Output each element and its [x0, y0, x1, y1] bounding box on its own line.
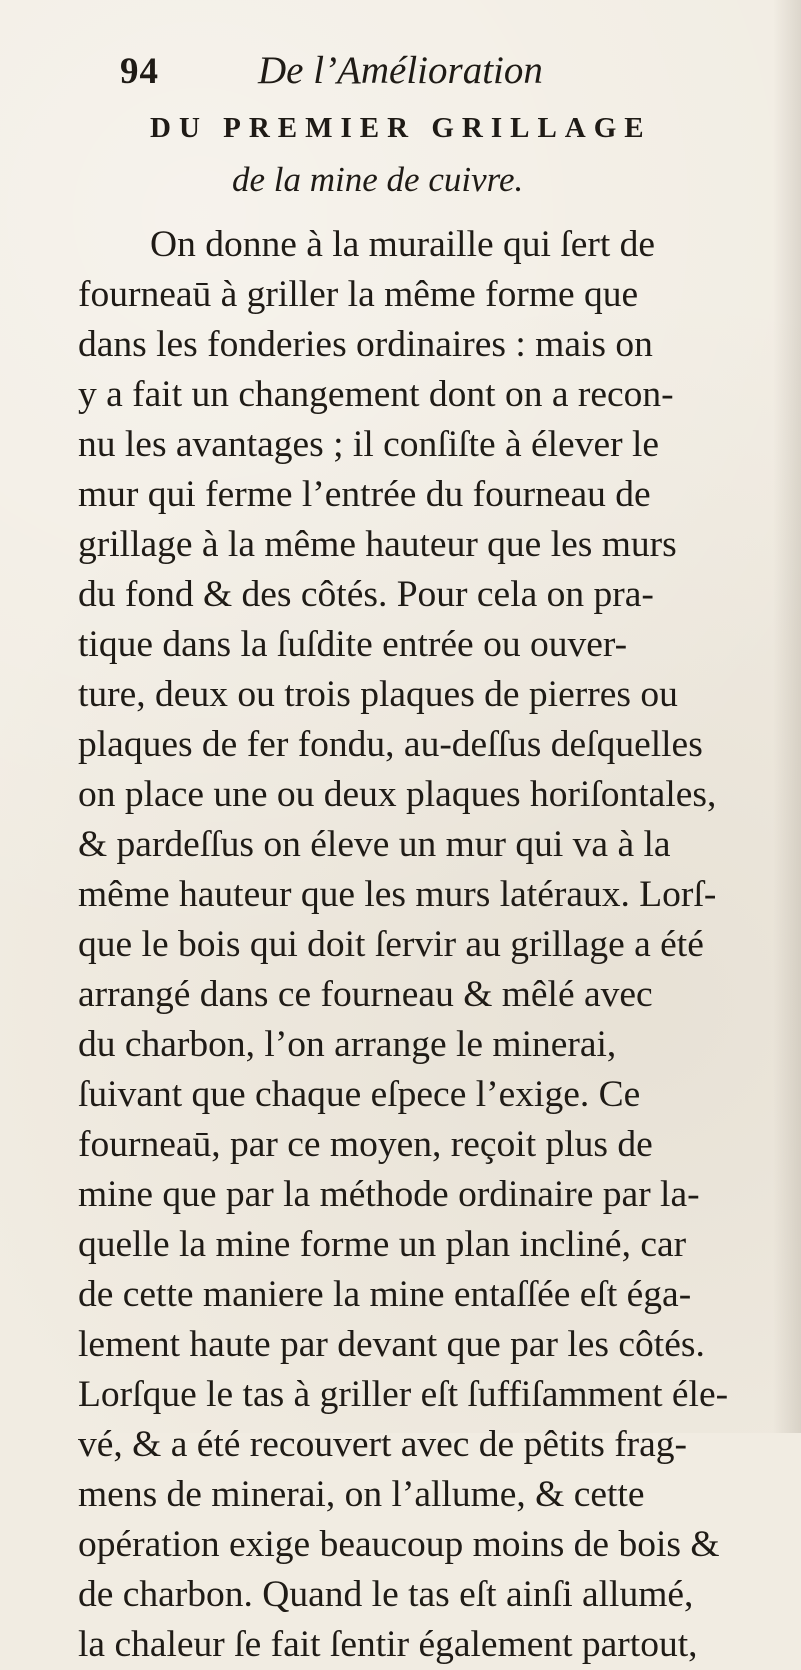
text-line: mens de minerai, on l’allume, & cette — [78, 1474, 645, 1515]
text-line: opération exige beaucoup moins de bois & — [78, 1524, 720, 1565]
page-header — [120, 50, 680, 98]
text-line: on place une ou deux plaques horiſontales, — [78, 774, 717, 815]
text-line: dans les fonderies ordinaires : mais on — [78, 324, 653, 365]
text-line: On donne à la muraille qui ſert de — [150, 224, 656, 265]
text-line: fourneaū à griller la même forme que — [78, 274, 639, 315]
text-line: ture, deux ou trois plaques de pierres ou — [78, 674, 678, 715]
section-subtitle: de la mine de cuivre. — [232, 160, 524, 199]
text-line: nu les avantages ; il conſiſte à élever le — [78, 424, 660, 465]
text-line: & pardeſſus on éleve un mur qui va à la — [78, 824, 671, 865]
text-line: quelle la mine forme un plan incliné, car — [78, 1224, 687, 1265]
text-line: ſuivant que chaque eſpece l’exige. Ce — [78, 1074, 641, 1115]
section-title: DU PREMIER GRILLAGE — [150, 112, 652, 144]
body-text — [78, 220, 768, 1670]
text-line: fourneaū, par ce moyen, reçoit plus de — [78, 1124, 653, 1165]
text-line: grillage à la même hauteur que les murs — [78, 524, 677, 565]
text-line: du fond & des côtés. Pour cela on pra- — [78, 574, 654, 615]
running-title: De l’Amélioration — [258, 49, 543, 92]
page-edge-shadow — [773, 0, 801, 1433]
text-line: lement haute par devant que par les côtés. — [78, 1324, 705, 1365]
text-line: mur qui ferme l’entrée du fourneau de — [78, 474, 651, 515]
text-line: Lorſque le tas à griller eſt ſuffiſamment éle- — [78, 1374, 729, 1415]
text-line: tique dans la ſuſdite entrée ou ouver- — [78, 624, 628, 665]
text-line: que le bois qui doit ſervir au grillage a été — [78, 924, 704, 965]
text-line: y a fait un changement dont on a recon- — [78, 374, 674, 415]
text-line: mine que par la méthode ordinaire par la- — [78, 1174, 700, 1215]
page-number: 94 — [120, 51, 159, 92]
text-line: plaques de fer fondu, au-deſſus deſquelles — [78, 724, 703, 765]
text-line: du charbon, l’on arrange le minerai, — [78, 1024, 617, 1065]
text-line: même hauteur que les murs latéraux. Lorſ- — [78, 874, 717, 915]
text-line: de cette maniere la mine entaſſée eſt éga- — [78, 1274, 692, 1315]
text-line: arrangé dans ce fourneau & mêlé avec — [78, 974, 653, 1015]
text-line: de charbon. Quand le tas eſt ainſi allumé, — [78, 1574, 694, 1615]
text-line: vé, & a été recouvert avec de pêtits frag- — [78, 1424, 688, 1465]
text-line: la chaleur ſe fait ſentir également partout, — [78, 1624, 698, 1665]
